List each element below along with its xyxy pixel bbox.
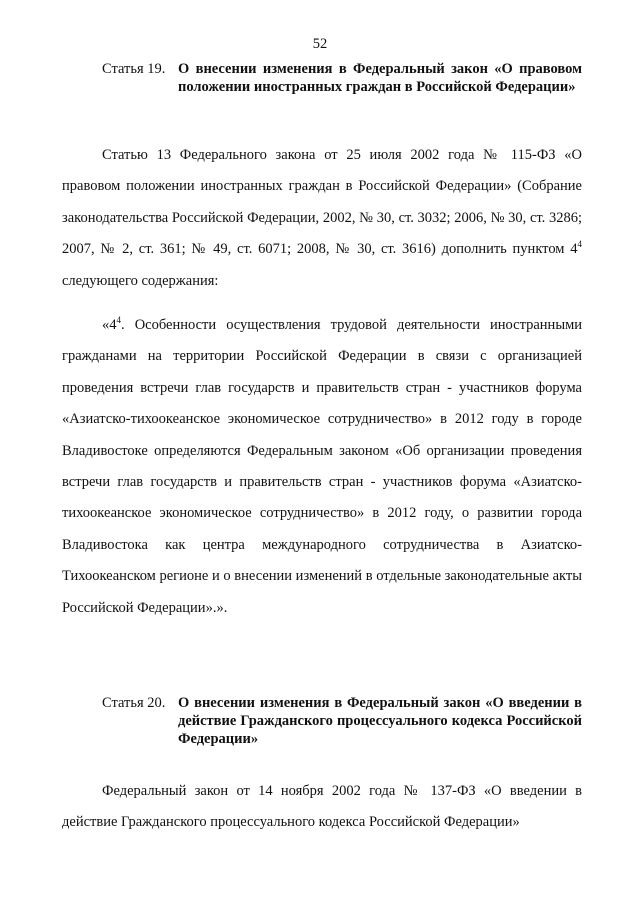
quoted-clause-open: «4 xyxy=(102,317,117,333)
article-19-heading xyxy=(102,60,582,96)
article-19-number: Статья 19. xyxy=(102,61,166,77)
article-19-title: О внесении изменения в Федеральный закон «О правовом положении иностранных граждан в Российской Федерации» xyxy=(178,61,582,95)
quoted-clause-superscript: 4 xyxy=(116,315,121,325)
article-20-body xyxy=(62,776,582,839)
article-20-heading xyxy=(102,694,582,748)
article-19-quoted-clause xyxy=(62,310,582,624)
page-number: 52 xyxy=(312,36,328,52)
article-19-body-tail: следующего содержания: xyxy=(62,272,219,289)
article-19-body-superscript: 4 xyxy=(577,239,582,250)
article-19-body-text: Статью 13 Федерального закона от 25 июля 2002 года № 115-ФЗ «О правовом положении иностранных граждан в Российской Федерации» (Собрание законодательства Российской Федерации, 2002, № 30, ст. 3032; 2006, № 30, ст. 3286; 2007, № 2, ст. 361; № 49, ст. 6071; 2008, № 30, ст. 3616) дополнить пунктом 4 xyxy=(62,147,582,258)
article-19-body xyxy=(62,140,582,297)
article-20-number: Статья 20. xyxy=(102,695,166,711)
quoted-clause-text: . Особенности осуществления трудовой деятельности иностранными гражданами на территории Российской Федерации в связи с организацией проведения встречи глав государств и правительств стран - участников форума «Азиатско-тихоокеанское экономическое сотрудничество» в 2012 году в городе Владивостоке определяются Федеральным законом «Об организации проведения встречи глав государств и правительств стран - участников форума «Азиатско-тихоокеанское экономическое сотрудничество» в 2012 году, о развитии города Владивостока как центра международного сотрудничества в Азиатско-Тихоокеанском регионе и о внесении изменений в отдельные законодательные акты Российской Федерации».». xyxy=(62,317,582,616)
article-20-body-text: Федеральный закон от 14 ноября 2002 года № 137-ФЗ «О введении в действие Гражданского процессуального кодекса Российской Федерации» xyxy=(62,783,582,831)
article-20-title: О внесении изменения в Федеральный закон «О введении в действие Гражданского процессуального кодекса Российской Федерации» xyxy=(178,695,582,747)
